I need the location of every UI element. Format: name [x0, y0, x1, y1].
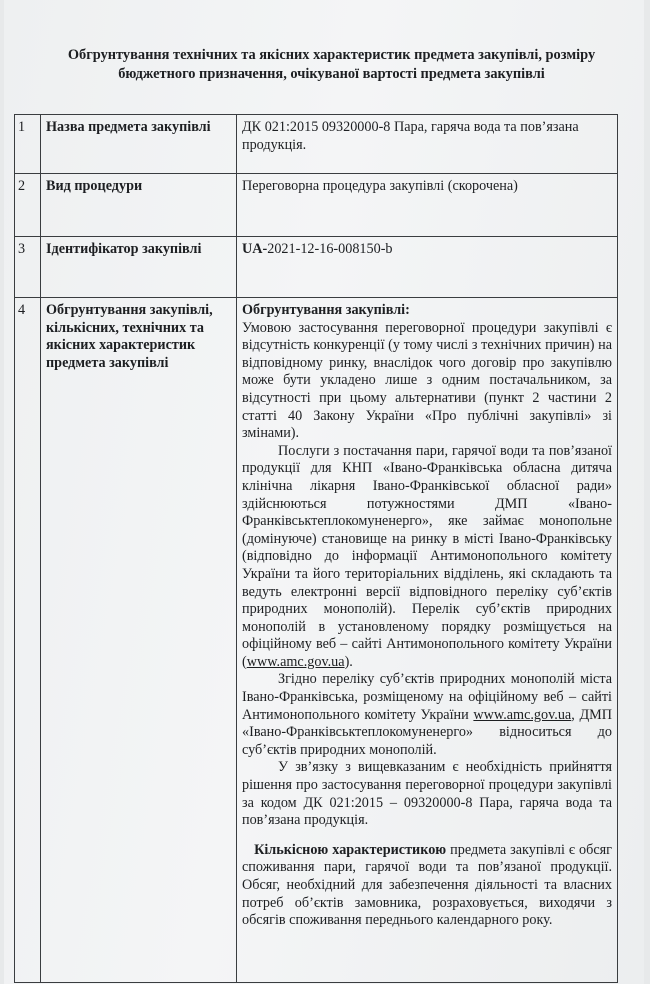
- paragraph-text: Згідно переліку суб’єктів природних монополій міста Івано-Франківська, розміщеному на офіційному веб – сайті Антимонопольного комітету України: [242, 671, 612, 723]
- justification-paragraph: Умовою застосування переговорної процедури закупівлі є відсутність конкуренції (у тому числі з технічних причин) на відповідному ринку, внаслідок чого договір про закупівлю може бути укладено лише з одним постачальником, за відсутності при цьому альтернативи (пункт 2 частини 2 статті 40 Закону України «Про публічні закупівлі» зі змінами).: [242, 319, 612, 442]
- table-row: [15, 237, 618, 298]
- paragraph-text: предмета закупівлі є обсяг споживання пари, гарячої води та пов’язаної продукції. Обсяг, необхідний для забезпечення діяльності та власних потреб об’єктів замовника, розраховується, виходячи з обсягів споживання переднього календарного року.: [242, 841, 612, 929]
- row-value: [237, 237, 618, 298]
- justification-paragraph: У зв’язку з вищевказаним є необхідність прийняття рішення про застосування переговорної процедури закупівлі за кодом ДК 021:2015 – 09320000-8 Пара, гаряча вода та пов’язана продукція.: [242, 759, 612, 829]
- row-label: Назва предмета закупівлі: [41, 115, 237, 174]
- justification-paragraph: [242, 443, 612, 672]
- id-prefix: UA-: [242, 241, 268, 257]
- amc-link[interactable]: www.amc.gov.ua: [473, 706, 572, 723]
- justification-heading: Обгрунтування закупівлі:: [242, 302, 410, 318]
- justification-cell: [237, 298, 618, 983]
- table-row: [15, 174, 618, 237]
- document-page: [4, 0, 644, 984]
- row-number: 2: [15, 174, 41, 237]
- procurement-table: [14, 114, 618, 983]
- table-row: [15, 298, 618, 983]
- paragraph-text: , ДМП «Івано-Франківськтеплокомуненерго» відноситься до суб’єктів природних монополій.: [242, 706, 612, 758]
- row-label: Обгрунтування закупівлі, кількісних, технічних та якісних характеристик предмета закупівлі: [41, 298, 237, 983]
- procurement-id: 2021-12-16-008150-b: [267, 241, 393, 257]
- quantity-heading: Кількісною характеристикою: [254, 841, 447, 858]
- table-row: [15, 115, 618, 174]
- document-title: Обгрунтування технічних та якісних характеристик предмета закупівлі, розміру бюджетного призначення, очікуваної вартості предмета закупівлі: [67, 47, 596, 82]
- justification-paragraph: [242, 671, 612, 759]
- row-number: 1: [15, 115, 41, 174]
- justification-paragraph: [242, 842, 612, 930]
- amc-link[interactable]: www.amc.gov.ua: [246, 653, 345, 670]
- paragraph-text: Послуги з постачання пари, гарячої води та пов’язаної продукції для КНП «Івано-Франківська обласна дитяча клінічна лікарня Івано-Франківської обласної ради» здійснюються потужностями ДМП «Івано-Франківськтеплокомуненерго», яке займає монопольне (домінуюче) становище на ринку в місті Івано-Франківську (відповідно до інформації Антимонопольного комітету України та його територіальних відділень, які складають та ведуть електронні версії відповідного переліку суб’єктів природних монополій). Перелік суб’єктів природних монополій в установленому порядку розміщується на офіційному веб – сайті Антимонопольного комітету України (: [242, 442, 612, 670]
- row-label: Вид процедури: [41, 174, 237, 237]
- paragraph-text: ).: [344, 653, 353, 670]
- row-number: 4: [15, 298, 41, 983]
- row-number: 3: [15, 237, 41, 298]
- row-label: Ідентифікатор закупівлі: [41, 237, 237, 298]
- row-value: Переговорна процедура закупівлі (скорочена): [237, 174, 618, 237]
- row-value: ДК 021:2015 09320000-8 Пара, гаряча вода та пов’язана продукція.: [237, 115, 618, 174]
